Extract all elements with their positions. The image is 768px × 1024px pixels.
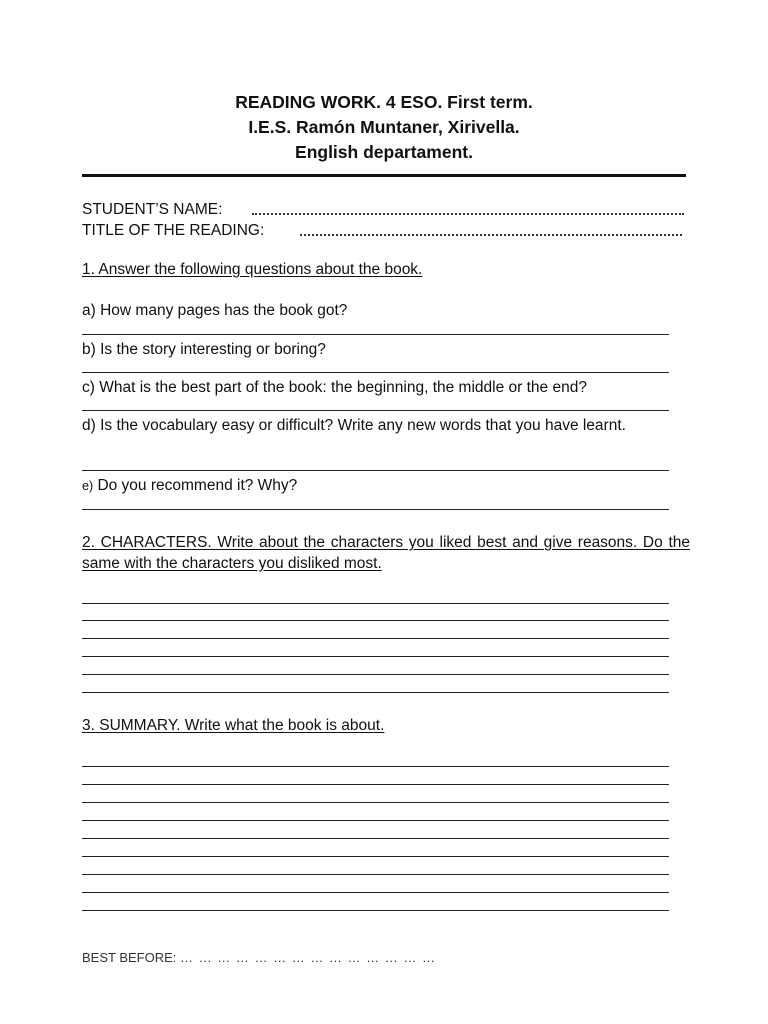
summary-answer-line[interactable] [82, 766, 669, 767]
best-before-field[interactable]: … … … … … … … … … … … … … … [180, 950, 436, 965]
question-c-text: What is the best part of the book: the beginning, the middle or the end? [99, 379, 587, 396]
summary-answer-line[interactable] [82, 856, 669, 857]
reading-title-row [82, 220, 688, 241]
answer-line-e[interactable] [82, 509, 669, 510]
question-a-letter: a) [82, 302, 96, 319]
summary-answer-line[interactable] [82, 892, 669, 893]
characters-answer-line[interactable] [82, 603, 669, 604]
answer-line-a[interactable] [82, 334, 669, 335]
document-title: READING WORK. 4 ESO. First term. [235, 92, 533, 112]
department-name: English departament. [295, 142, 473, 162]
document-header [80, 90, 688, 165]
best-before-row [82, 950, 436, 965]
answer-line-c[interactable] [82, 410, 669, 411]
question-e-text: Do you recommend it? Why? [97, 477, 298, 494]
question-c [82, 377, 688, 398]
question-a [82, 300, 688, 321]
summary-answer-line[interactable] [82, 838, 669, 839]
question-a-text: How many pages has the book got? [100, 302, 348, 319]
question-d-letter: d) [82, 417, 96, 434]
reading-title-label: TITLE OF THE READING: [82, 222, 265, 239]
question-b-letter: b) [82, 341, 96, 358]
summary-answer-line[interactable] [82, 802, 669, 803]
reading-title-field[interactable] [300, 234, 682, 236]
section-2-heading: 2. CHARACTERS. Write about the characters you liked best and give reasons. Do the same with the characters you disliked most. [82, 534, 690, 572]
summary-answer-line[interactable] [82, 820, 669, 821]
characters-answer-line[interactable] [82, 674, 669, 675]
question-e-letter: e) [82, 479, 94, 493]
question-b [82, 339, 688, 360]
characters-answer-line[interactable] [82, 638, 669, 639]
question-b-text: Is the story interesting or boring? [100, 341, 326, 358]
answer-line-b[interactable] [82, 372, 669, 373]
summary-answer-line[interactable] [82, 874, 669, 875]
section-3-heading: 3. SUMMARY. Write what the book is about. [82, 717, 385, 734]
characters-answer-line[interactable] [82, 692, 669, 693]
characters-answer-line[interactable] [82, 656, 669, 657]
answer-line-d[interactable] [82, 470, 669, 471]
student-name-label: STUDENT’S NAME: [82, 201, 223, 218]
summary-answer-line[interactable] [82, 910, 669, 911]
student-name-row [82, 199, 688, 220]
question-d [82, 415, 688, 436]
best-before-label: BEST BEFORE: [82, 950, 177, 965]
summary-answer-line[interactable] [82, 784, 669, 785]
question-c-letter: c) [82, 379, 95, 396]
question-d-text: Is the vocabulary easy or difficult? Write any new words that you have learnt. [100, 417, 626, 434]
section-1-heading: 1. Answer the following questions about the book. [82, 261, 423, 278]
school-name: I.E.S. Ramón Muntaner, Xirivella. [248, 117, 520, 137]
question-e [82, 475, 688, 497]
header-divider [82, 174, 686, 177]
student-name-field[interactable] [252, 213, 684, 215]
characters-answer-line[interactable] [82, 620, 669, 621]
